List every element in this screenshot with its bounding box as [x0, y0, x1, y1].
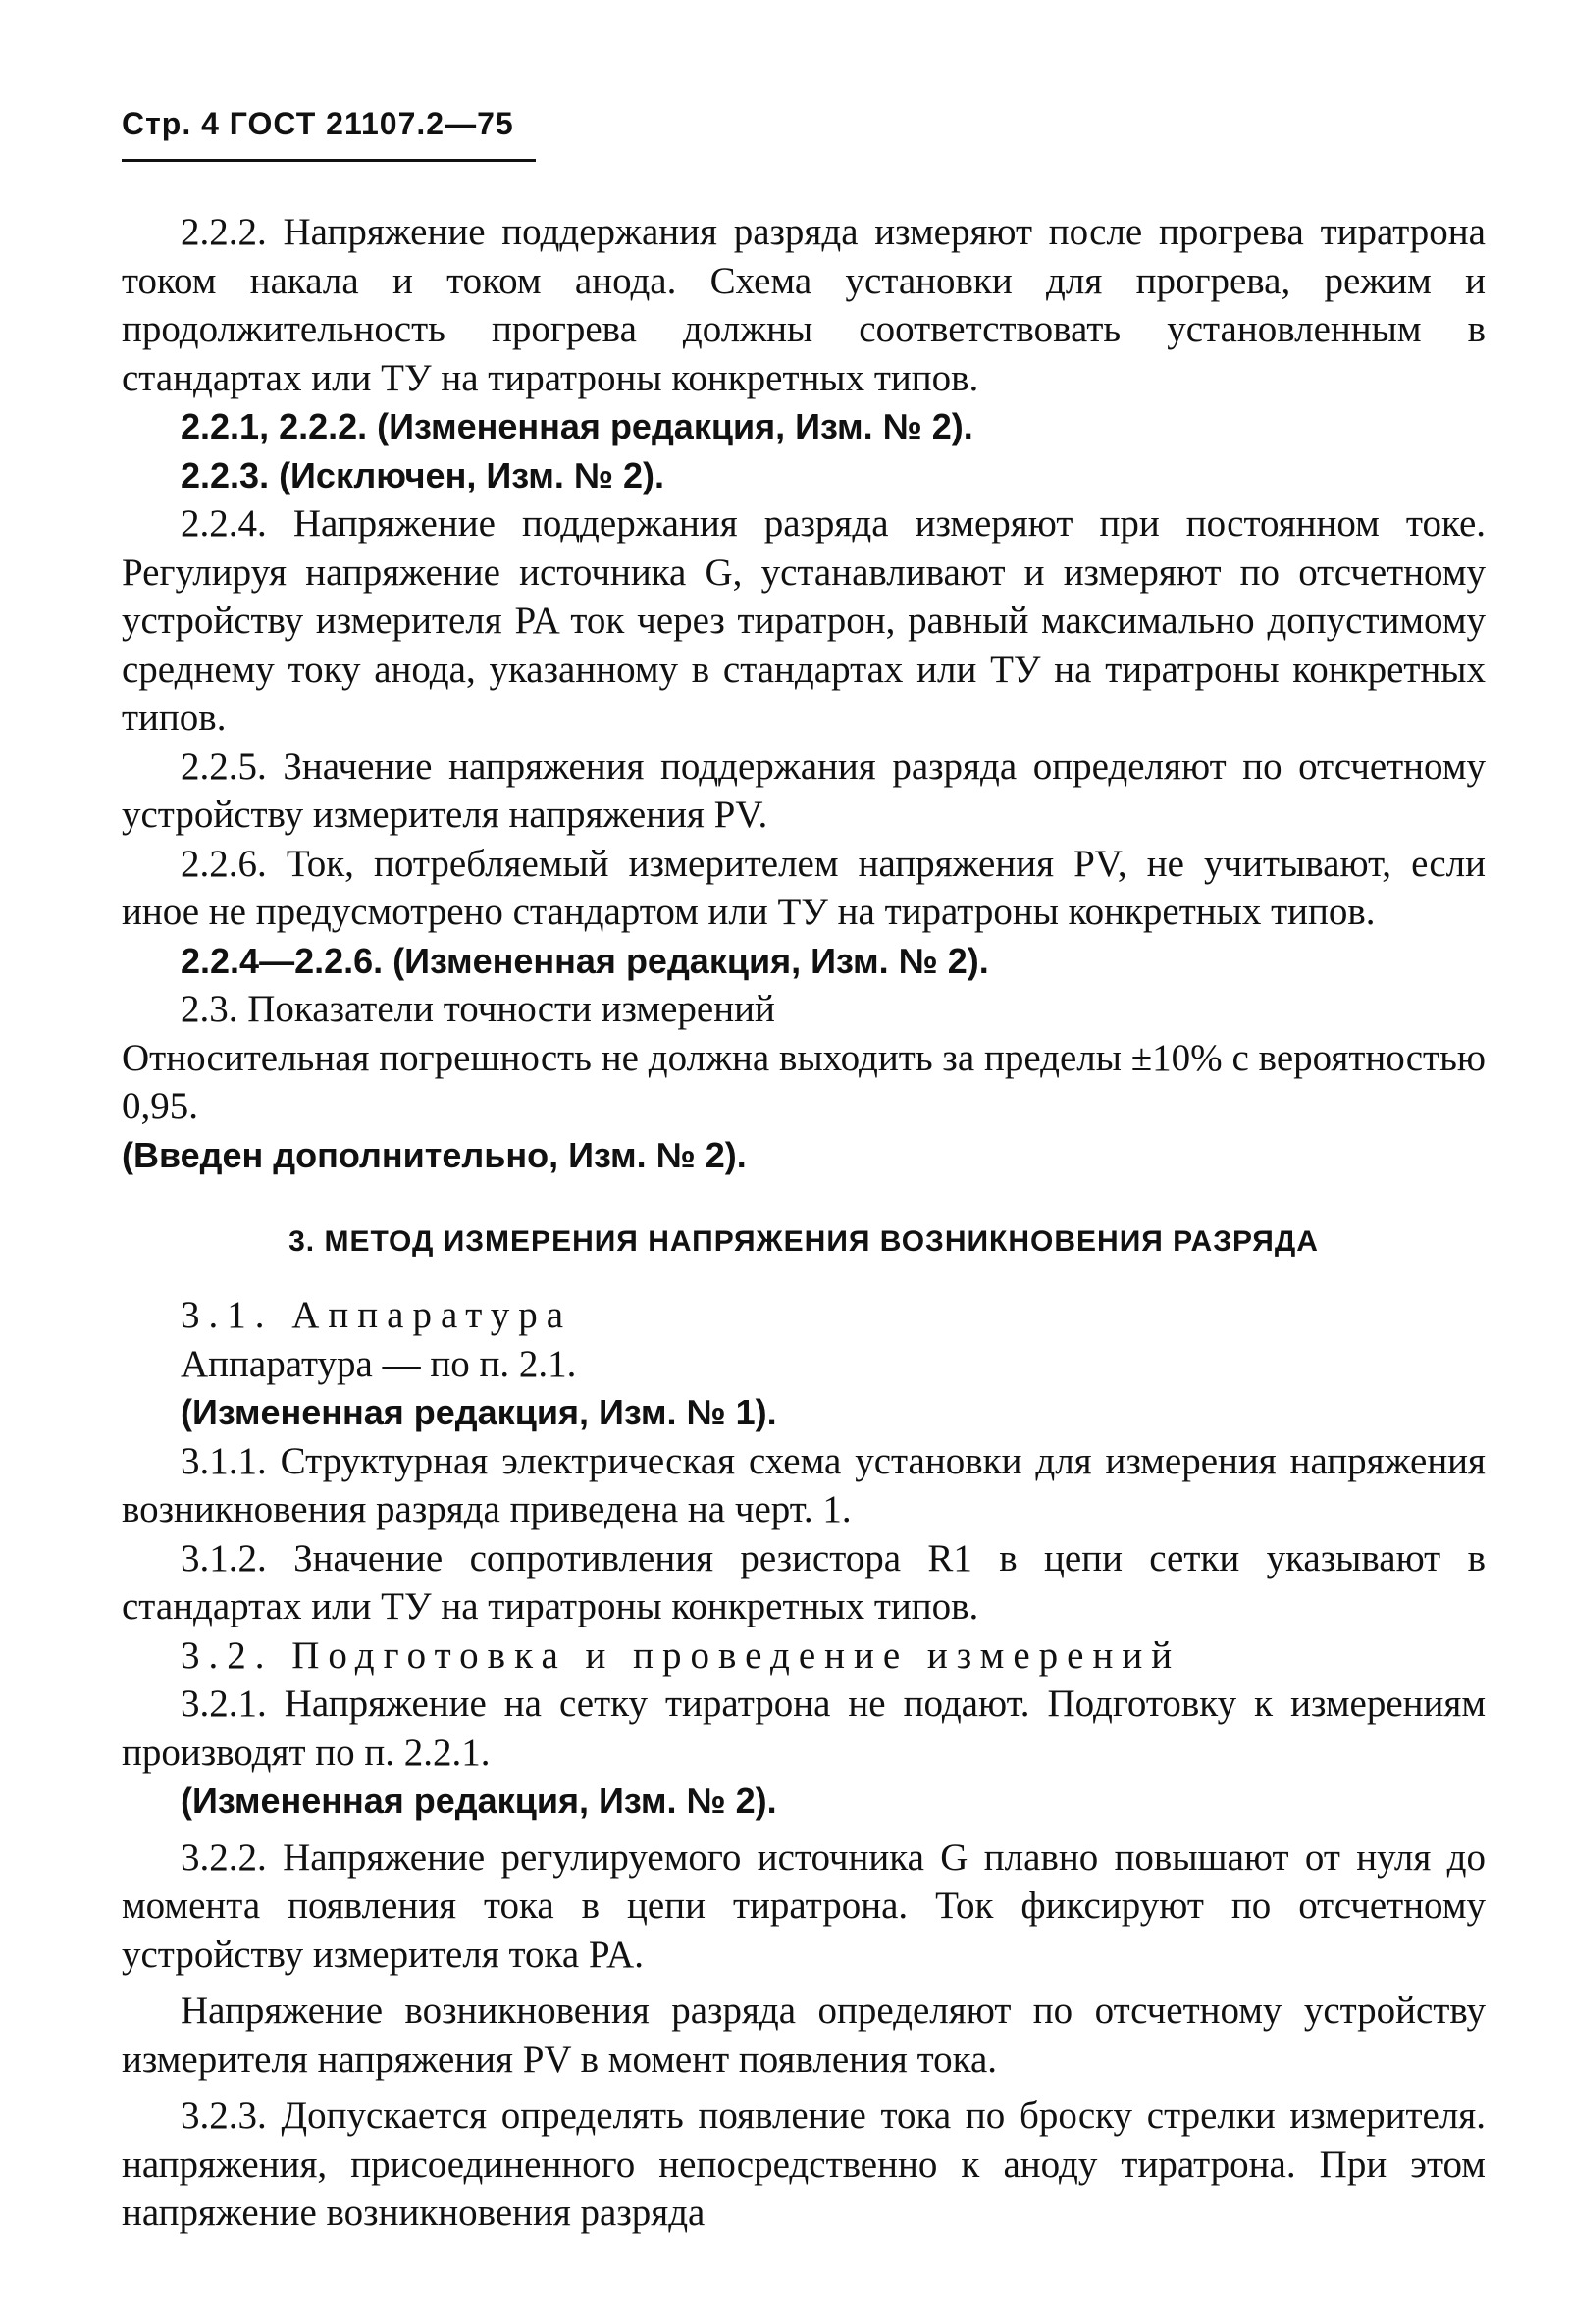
paragraph-3-2-2: 3.2.2. Напряжение регулируемого источника G плавно повышают от нуля до момента появления тока в цепи тиратрона. Ток фиксируют по отсчетному устройству измерителя тока PA.	[122, 1835, 1486, 1976]
paragraph-3-1-text: Аппаратура — по п. 2.1.	[181, 1342, 577, 1385]
paragraph-2-3-text: Относительная погрешность не должна выходить за пределы ±10% с вероятностью 0,95.	[122, 1036, 1486, 1127]
header-rule	[122, 159, 536, 162]
document-body	[122, 208, 1486, 2238]
paragraph-3-2-3: 3.2.3. Допускается определять появление тока по броску стрелки измерителя. напряжения, присоединенного непосредственно к аноду тиратрона. При этом напряжение возникновения разряда	[122, 2094, 1486, 2234]
paragraph-3-2-1: 3.2.1. Напряжение на сетку тиратрона не подают. Подготовку к измерениям производят по п. 2.2.1.	[122, 1682, 1486, 1774]
page-header: Стр. 4 ГОСТ 21107.2—75	[122, 106, 514, 141]
amendment-note-2-2-3: 2.2.3. (Исключен, Изм. № 2).	[181, 454, 664, 495]
paragraph-3-1-2: 3.1.2. Значение сопротивления резистора R1 в цепи сетки указывают в стандартах или ТУ на тиратроны конкретных типов.	[122, 1536, 1486, 1627]
paragraph-2-2-2: 2.2.2. Напряжение поддержания разряда измеряют после прогрева тиратрона током накала и током анода. Схема установки для прогрева, режим и продолжительность прогрева должны соответствовать установленным в стандартах или ТУ на тиратроны конкретных типов.	[122, 211, 1486, 399]
subsection-3-2-heading: 3.2. Подготовка и проведение измерений	[181, 1633, 1181, 1677]
amendment-note-3-2-1: (Измененная редакция, Изм. № 2).	[181, 1781, 777, 1821]
paragraph-3-1-1: 3.1.1. Структурная электрическая схема установки для измерения напряжения возникновения разряда приведена на черт. 1.	[122, 1439, 1486, 1530]
paragraph-2-2-5: 2.2.5. Значение напряжения поддержания разряда определяют по отсчетному устройству измерителя напряжения PV.	[122, 745, 1486, 836]
paragraph-3-2-2-continued: Напряжение возникновения разряда определяют по отсчетному устройству измерителя напряжения PV в момент появления тока.	[122, 1989, 1486, 2081]
paragraph-2-2-4: 2.2.4. Напряжение поддержания разряда измеряют при постоянном токе. Регулируя напряжение источника G, устанавливают и измеряют по отсчетному устройству измерителя PA ток через тиратрон, равный максимально допустимому среднему току анода, указанному в стандартах или ТУ на тиратроны конкретных типов.	[122, 502, 1486, 739]
amendment-note-2-2-1: 2.2.1, 2.2.2. (Измененная редакция, Изм. № 2).	[181, 406, 973, 446]
amendment-note-3-1: (Измененная редакция, Изм. № 1).	[181, 1392, 777, 1432]
paragraph-2-2-6: 2.2.6. Ток, потребляемый измерителем напряжения PV, не учитывают, если иное не предусмотрено стандартом или ТУ на тиратроны конкретных типов.	[122, 842, 1486, 933]
subsection-3-1-heading: 3.1. Аппаратура	[181, 1294, 573, 1336]
amendment-note-2-2-4-6: 2.2.4—2.2.6. (Измененная редакция, Изм. № 2).	[181, 940, 989, 981]
paragraph-2-3-heading: 2.3. Показатели точности измерений	[181, 988, 775, 1030]
amendment-note-2-3: (Введен дополнительно, Изм. № 2).	[122, 1134, 747, 1175]
section-3-heading: 3. МЕТОД ИЗМЕРЕНИЯ НАПРЯЖЕНИЯ ВОЗНИКНОВЕНИЯ РАЗРЯДА	[288, 1225, 1319, 1258]
